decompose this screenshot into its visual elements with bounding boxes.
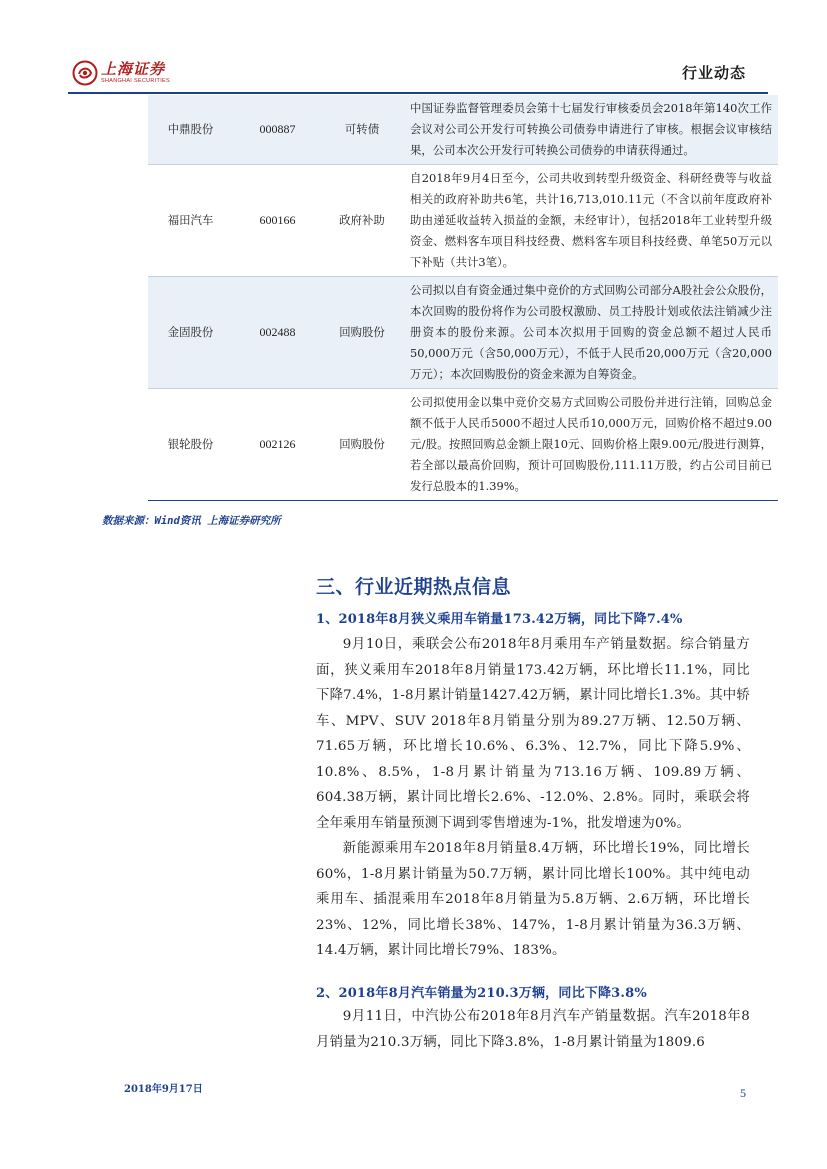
company-notice-table (148, 95, 778, 501)
cell-detail: 自2018年9月4日至今，公司共收到转型升级资金、科研经费等与收益相关的政府补助共6笔，共计16,713,010.11元（不含以前年度政府补助由递延收益转入损益的金额，未经审计），包括2018年工业转型升级资金、燃料客车项目科技经费、燃料客车项目科技经费、单笔50万元以下补贴（共计3笔）。 (402, 165, 778, 277)
cell-detail: 中国证券监督管理委员会第十七届发行审核委员会2018年第140次工作会议对公司公开发行可转换公司债券申请进行了审核。根据会议审核结果，公司本次公开发行可转换公司债券的申请获得通过。 (402, 95, 778, 165)
cell-company: 银轮股份 (148, 389, 233, 501)
paragraph-new-energy-sales: 新能源乘用车2018年8月销量8.4万辆，环比增长19%，同比增长60%，1-8月累计销量为50.7万辆，累计同比增长100%。其中纯电动乘用车、插混乘用车2018年8月销量为5.8万辆、2.6万辆，环比增长23%、12%，同比增长38%、147%，1-8月累计销量为36.3万辆、14.4万辆，累计同比增长79%、183%。 (316, 841, 750, 958)
cell-type: 可转债 (322, 95, 402, 165)
cell-type: 政府补助 (322, 165, 402, 277)
cell-company: 中鼎股份 (148, 95, 233, 165)
cell-code: 002126 (233, 389, 322, 501)
footer-date: 2018年9月17日 (124, 1084, 203, 1095)
header-title: 行业动态 (681, 64, 746, 82)
cell-type: 回购股份 (322, 389, 402, 501)
cell-type: 回购股份 (322, 277, 402, 389)
logo-en-text: SHANGHAI SECURITIES (101, 78, 170, 84)
table-row (148, 165, 778, 277)
page-header (68, 60, 768, 94)
paragraph-passenger-car-sales: 9月10日，乘联会公布2018年8月乘用车产销量数据。综合销量方面，狭义乘用车2018年8月销量173.42万辆，环比增长11.1%，同比下降7.4%，1-8月累计销量1427.42万辆，累计同比增长1.3%。其中轿车、MPV、SUV 2018年8月销量分别为89.27万辆、12.50万辆、71.65万辆，环比增长10.6%、6.3%、12.7%，同比下降5.9%、10.8%、8.5%，1-8月累计销量为713.16万辆、109.89万辆、604.38万辆，累计同比增长2.6%、-12.0%、2.8%。同时，乘联会将全年乘用车销量预测下调到零售增速为-1%，批发增速为0%。 (316, 637, 750, 831)
table-row (148, 389, 778, 501)
subsection-title-2: 2、2018年8月汽车销量为210.3万辆，同比下降3.8% (316, 986, 647, 1001)
data-source-note: 数据来源：Wind资讯 上海证券研究所 (102, 515, 281, 527)
cell-detail: 公司拟以自有资金通过集中竞价的方式回购公司部分A股社会公众股份，本次回购的股份将作为公司股权激励、员工持股计划或依法注销减少注册资本的股份来源。公司本次拟用于回购的资金总额不超过人民币50,000万元（含50,000万元），不低于人民币20,000万元（含20,000万元）；本次回购股份的资金来源为自筹资金。 (402, 277, 778, 389)
paragraph-auto-sales: 9月11日，中汽协公布2018年8月汽车产销量数据。汽车2018年8月销量为210.3万辆，同比下降3.8%，1-8月累计销量为1809.6 (316, 1009, 750, 1050)
table-row (148, 95, 778, 165)
section-title: 三、行业近期热点信息 (316, 576, 512, 598)
page-number: 5 (740, 1086, 746, 1100)
logo-cn-text: 上海证券 (101, 60, 166, 78)
company-logo (72, 60, 170, 86)
logo-emblem-icon (72, 60, 98, 86)
table-row (148, 277, 778, 389)
cell-code: 600166 (233, 165, 322, 277)
cell-code: 000887 (233, 95, 322, 165)
cell-detail: 公司拟使用金以集中竞价交易方式回购公司股份并进行注销，回购总金额不低于人民币5000不超过人民币10,000万元，回购价格不超过9.00元/股。按照回购总金额上限10元、回购价格上限9.00元/股进行测算，若全部以最高价回购，预计可回购股份,111.11万股，约占公司目前已发行总股本的1.39%。 (402, 389, 778, 501)
cell-code: 002488 (233, 277, 322, 389)
subsection-title-1: 1、2018年8月狭义乘用车销量173.42万辆，同比下降7.4% (316, 612, 683, 627)
cell-company: 福田汽车 (148, 165, 233, 277)
cell-company: 金固股份 (148, 277, 233, 389)
